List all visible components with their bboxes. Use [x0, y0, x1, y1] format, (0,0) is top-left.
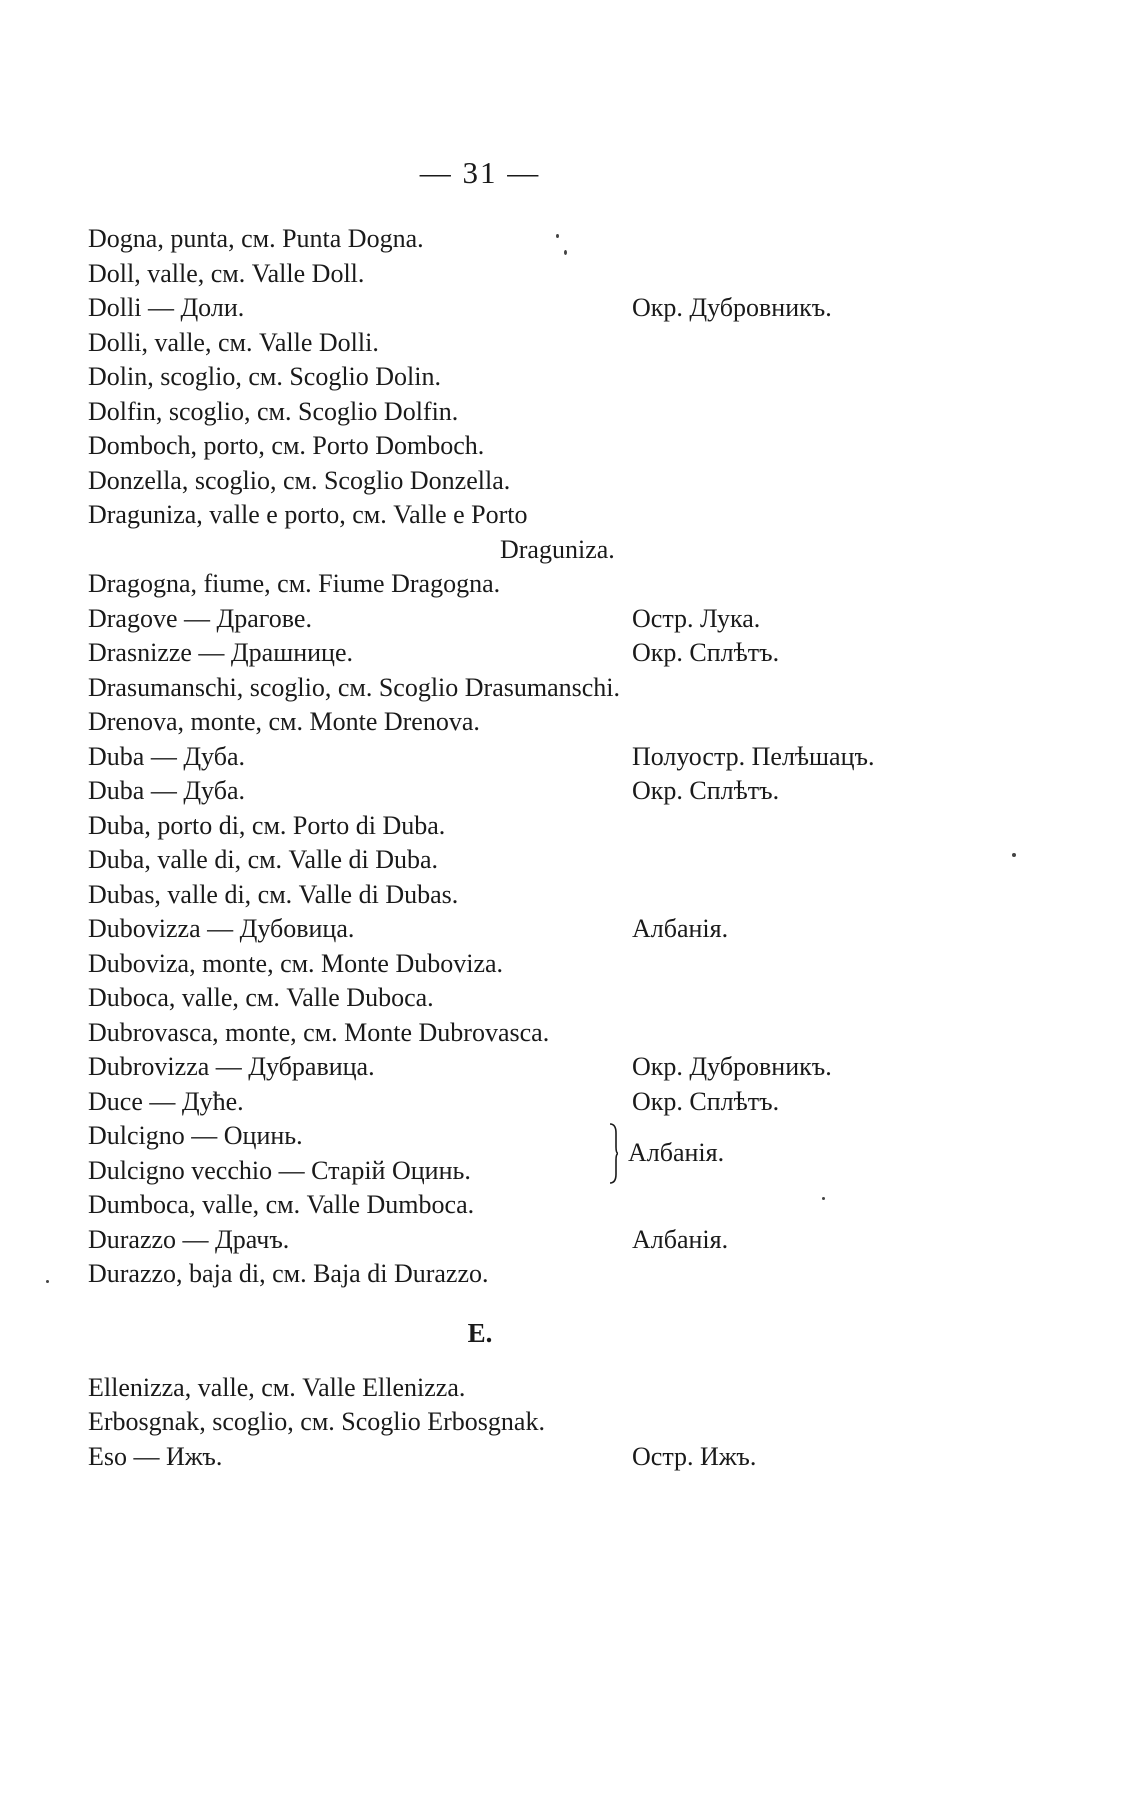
index-entry: [0, 533, 1140, 568]
entry-location: Окр. Сплѣтъ.: [632, 1086, 780, 1116]
entry-term: Drasnizze — Драшнице.: [88, 638, 354, 667]
index-entry: [0, 740, 1140, 775]
index-entry: [0, 981, 1140, 1016]
index-entry: [0, 360, 1140, 395]
entry-term: Dulcigno — Оцинь.: [88, 1121, 303, 1150]
index-entry: [0, 912, 1140, 947]
index-entry: [0, 498, 1140, 533]
entry-location: Албанія.: [632, 1224, 729, 1254]
print-speck: [46, 1280, 49, 1283]
index-entry: [0, 395, 1140, 430]
entry-term: Dubovizza — Дубовица.: [88, 914, 355, 943]
print-speck: [564, 250, 567, 255]
print-speck: [1012, 853, 1016, 857]
entry-term: Duboviza, monte, см. Monte Duboviza.: [88, 948, 504, 978]
entries-d-list: [0, 222, 1140, 1119]
entry-term: Dolfin, scoglio, см. Scoglio Dolfin.: [88, 396, 459, 426]
entries-e-list: [0, 1371, 1140, 1475]
index-entry: [0, 1371, 1140, 1406]
entry-term: Erbosgnak, scoglio, см. Scoglio Erbosgnak.: [88, 1407, 545, 1436]
index-entry: [0, 567, 1140, 602]
entry-term: Dolli — Доли.: [88, 293, 245, 322]
entry-term: Dumboca, valle, см. Valle Dumboca.: [88, 1190, 475, 1219]
index-entry: [0, 947, 1140, 982]
entry-term: Durazzo — Драчъ.: [88, 1224, 290, 1254]
entry-term: Dolli, valle, см. Valle Dolli.: [88, 327, 379, 357]
entry-location: Окр. Дубровникъ.: [632, 1052, 832, 1081]
page-number: — 31 —: [419, 155, 541, 190]
index-entry: [0, 464, 1140, 499]
entry-term: Draguniza.: [500, 534, 615, 564]
print-speck: [556, 234, 559, 238]
index-entry: [0, 843, 1140, 878]
entry-term: Dragogna, fiume, см. Fiume Dragogna.: [88, 569, 501, 598]
entry-term: Duba — Дуба.: [88, 741, 245, 771]
index-entry: [0, 774, 1140, 809]
entry-location: Окр. Сплѣтъ.: [632, 638, 780, 667]
entry-location: Албанія.: [632, 914, 729, 943]
entry-term: Dogna, punta, см. Punta Dogna.: [88, 224, 424, 253]
entry-group-dulcigno: [0, 1119, 1140, 1188]
entry-term: Durazzo, baja di, см. Baja di Durazzo.: [88, 1259, 489, 1288]
print-speck: [822, 1197, 825, 1200]
entry-term: Domboch, porto, см. Porto Domboch.: [88, 431, 485, 460]
index-entry: [0, 291, 1140, 326]
entry-location: Полуостр. Пелѣшацъ.: [632, 741, 875, 771]
entry-term: Duce — Дуће.: [88, 1086, 244, 1116]
index-entry: [0, 326, 1140, 361]
index-entry: [0, 1440, 1140, 1475]
entry-term: Dulcigno vecchio — Старій Оцинь.: [88, 1155, 471, 1185]
entry-term: Doll, valle, см. Valle Doll.: [88, 258, 365, 288]
index-entry: [0, 222, 1140, 257]
index-entry: [0, 1257, 1140, 1292]
index-entry: [0, 671, 1140, 706]
index-entry: [0, 1188, 1140, 1223]
entry-term: Dolin, scoglio, см. Scoglio Dolin.: [88, 362, 441, 391]
index-entry: [0, 602, 1140, 637]
index-entry: [0, 1016, 1140, 1051]
entry-term: Donzella, scoglio, см. Scoglio Donzella.: [88, 465, 511, 495]
index-entry: [0, 809, 1140, 844]
entry-group-location: Албанія.: [628, 1138, 725, 1167]
entry-term: Duba — Дуба.: [88, 776, 245, 805]
entry-location: Окр. Дубровникъ.: [632, 293, 832, 322]
entry-term: Draguniza, valle e porto, см. Valle e Porto: [88, 500, 528, 529]
index-entry: [0, 705, 1140, 740]
index-entry: [0, 1085, 1140, 1120]
entry-term: Drenova, monte, см. Monte Drenova.: [88, 707, 480, 736]
entry-term: Ellenizza, valle, см. Valle Ellenizza.: [88, 1372, 466, 1402]
entry-term: Dubrovasca, monte, см. Monte Dubrovasca.: [88, 1017, 550, 1047]
curly-brace-icon: [608, 1123, 618, 1184]
entry-term: Duboca, valle, см. Valle Duboca.: [88, 983, 434, 1012]
index-entry: [0, 257, 1140, 292]
entry-group-items: [0, 1119, 1140, 1188]
entries-d2-list: [0, 1188, 1140, 1292]
entry-location: Остр. Лука.: [632, 603, 761, 633]
index-entry: [0, 1223, 1140, 1258]
index-entries: [0, 222, 1140, 1474]
entry-term: Dubas, valle di, см. Valle di Dubas.: [88, 879, 459, 909]
entry-term: Dubrovizza — Дубравица.: [88, 1052, 375, 1081]
entry-term: Drasumanschi, scoglio, см. Scoglio Drasumanschi.: [88, 672, 621, 702]
index-entry: [0, 878, 1140, 913]
index-entry: [0, 429, 1140, 464]
entry-term: Eso — Ижъ.: [88, 1441, 223, 1471]
entry-term: Duba, valle di, см. Valle di Duba.: [88, 845, 439, 874]
index-entry: [0, 1405, 1140, 1440]
index-entry: [0, 636, 1140, 671]
entry-location: Остр. Ижъ.: [632, 1441, 757, 1471]
entry-term: Duba, porto di, см. Porto di Duba.: [88, 810, 446, 840]
entry-term: Dragove — Драгове.: [88, 603, 312, 633]
index-entry: [0, 1154, 1140, 1189]
index-entry: [0, 1050, 1140, 1085]
entry-location: Окр. Сплѣтъ.: [632, 776, 780, 805]
index-entry: [0, 1119, 1140, 1154]
section-heading-e: E.: [467, 1317, 493, 1348]
